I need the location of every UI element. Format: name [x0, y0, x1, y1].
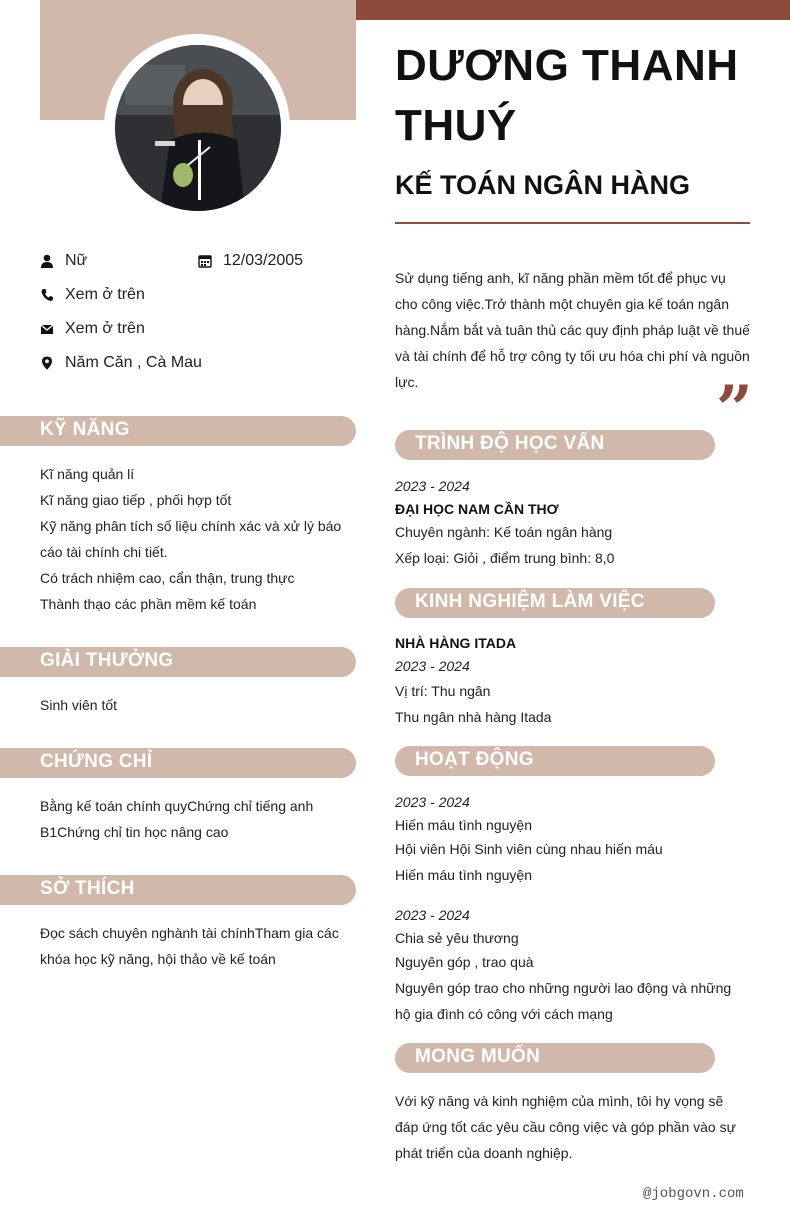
education-heading: TRÌNH ĐỘ HỌC VẤN: [415, 433, 605, 454]
career-summary: Sử dụng tiếng anh, kĩ năng phần mềm tốt để phục vụ cho công việc.Trở thành một chuyên gia kế toán ngân hàng.Nắm bắt và tuân thủ các quy định pháp luật về thuế và tài chính để hỗ trợ công ty tối ưu hóa chi phí và nguồn lực.: [395, 270, 750, 390]
wishes-heading: MONG MUỐN: [415, 1046, 541, 1067]
education-school: ĐẠI HỌC NAM CẦN THƠ: [395, 501, 559, 517]
experience-heading: KINH NGHIỆM LÀM VIỆC: [415, 591, 645, 612]
experience-desc: Thu ngân nhà hàng Itada: [395, 709, 552, 725]
address-value: Năm Căn , Cà Mau: [65, 354, 202, 371]
education-entry: [395, 473, 750, 571]
activities-heading: HOẠT ĐỘNG: [415, 749, 534, 770]
activity-entry: [395, 790, 750, 888]
education-major: Chuyên ngành: Kế toán ngân hàng: [395, 524, 613, 540]
skill-item: Kỹ năng phân tích số liệu chính xác và xử lý báo cáo tài chính chi tiết.: [40, 518, 342, 560]
birthday-value: 12/03/2005: [223, 252, 304, 269]
experience-entry: [395, 632, 750, 730]
map-pin-icon: [40, 355, 54, 371]
calendar-icon: [198, 253, 212, 269]
skills-heading: KỸ NĂNG: [40, 419, 130, 440]
email-value: Xem ở trên: [65, 320, 145, 337]
activity-org: Hội viên Hội Sinh viên cùng nhau hiến máu: [395, 841, 663, 857]
email-row: [40, 320, 145, 338]
candidate-name: DƯƠNG THANH THUÝ: [395, 41, 739, 150]
skills-list: [40, 461, 346, 617]
experience-heading-bar: [395, 588, 715, 618]
activity-org: Nguyên góp , trao quà: [395, 954, 534, 970]
skill-item: Có trách nhiệm cao, cẩn thận, trung thực: [40, 570, 295, 586]
certificates-heading-bar: [0, 748, 356, 778]
top-accent-bar: [356, 0, 790, 20]
avatar: [115, 45, 281, 211]
activity-desc: Hiến máu tình nguyện: [395, 867, 532, 883]
activity-name: Chia sẻ yêu thương: [395, 930, 519, 946]
awards-heading-bar: [0, 647, 356, 677]
job-title: KẾ TOÁN NGÂN HÀNG: [395, 170, 691, 200]
skills-heading-bar: [0, 416, 356, 446]
activity-period: 2023 - 2024: [395, 907, 470, 923]
education-period: 2023 - 2024: [395, 478, 470, 494]
user-icon: [40, 253, 54, 269]
footer-watermark: @jobgovn.com: [643, 1186, 744, 1202]
certificates-heading: CHỨNG CHỈ: [40, 751, 153, 772]
phone-icon: [40, 287, 54, 303]
header-divider: [395, 222, 750, 224]
activities-heading-bar: [395, 746, 715, 776]
skill-item: Thành thạo các phần mềm kế toán: [40, 596, 257, 612]
activity-period: 2023 - 2024: [395, 794, 470, 810]
skill-item: Kĩ năng quản lí: [40, 466, 135, 482]
skill-item: Kĩ năng giao tiếp , phối hợp tốt: [40, 492, 232, 508]
birthday-row: [198, 252, 303, 270]
education-heading-bar: [395, 430, 715, 460]
quote-icon: ”: [716, 372, 753, 447]
education-grade: Xếp loại: Giỏi , điểm trung bình: 8,0: [395, 550, 615, 566]
experience-company: NHÀ HÀNG ITADA: [395, 635, 517, 651]
address-row: [40, 354, 202, 372]
activity-entry: [395, 903, 750, 1027]
experience-position: Vị trí: Thu ngân: [395, 683, 491, 699]
gender-value: Nữ: [65, 252, 88, 269]
hobbies-heading: SỞ THÍCH: [40, 878, 135, 899]
award-item: Sinh viên tốt: [40, 697, 118, 713]
experience-period: 2023 - 2024: [395, 658, 470, 674]
activity-desc: Nguyên góp trao cho những người lao động và những hộ gia đình có công với cách mạng: [395, 980, 732, 1022]
awards-list: [40, 692, 346, 718]
envelope-icon: [40, 321, 54, 337]
hobbies-heading-bar: [0, 875, 356, 905]
certificates-text: Bằng kế toán chính quyChứng chỉ tiếng anh B1Chứng chỉ tin học nâng cao: [40, 798, 314, 840]
wishes-text: Với kỹ năng và kinh nghiệm của mình, tôi hy vọng sẽ đáp ứng tốt các yêu cầu công việc và góp phần vào sự phát triển của doanh nghiệp.: [395, 1093, 736, 1161]
phone-value: Xem ở trên: [65, 286, 145, 303]
phone-row: [40, 286, 145, 304]
hobbies-text: Đọc sách chuyên nghành tài chínhTham gia các khóa học kỹ năng, hội thảo về kế toán: [40, 925, 339, 967]
activity-name: Hiến máu tình nguyện: [395, 817, 532, 833]
wishes-heading-bar: [395, 1043, 715, 1073]
gender-row: [40, 252, 87, 270]
awards-heading: GIẢI THƯỞNG: [40, 650, 174, 671]
